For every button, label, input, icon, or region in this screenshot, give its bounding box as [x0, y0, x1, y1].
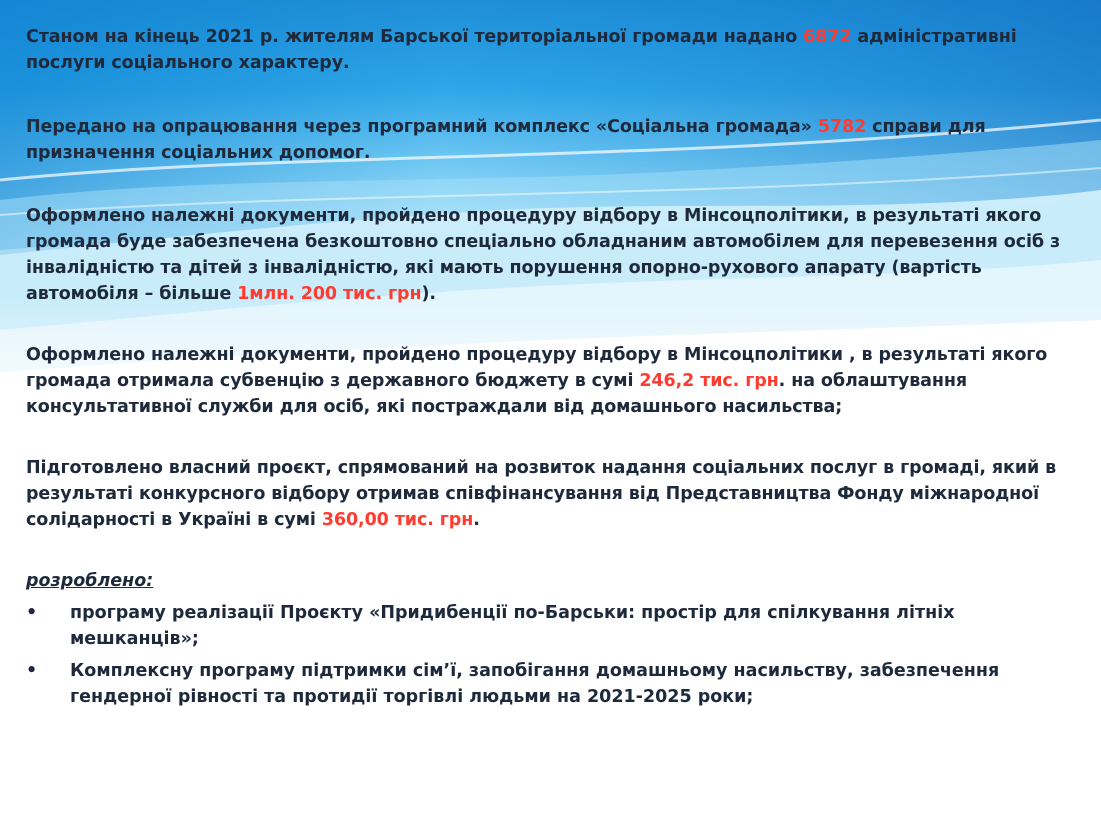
cofinancing-amount: 360,00 тис. грн [321, 510, 474, 530]
paragraph-admin-services [26, 24, 1086, 76]
paragraph-subvention-text-1: Оформлено належні документи, пройдено процедуру відбору в Мінсоцполітики , в результаті якого громада отримала субвенцію з державного бюджету в сумі [26, 345, 1048, 391]
paragraph-vehicle [26, 203, 1086, 307]
paragraph-social-community-text-2: справи для призначення соціальних допомог. [26, 117, 986, 163]
developed-heading: розроблено: [26, 571, 154, 591]
bullet-icon: • [26, 603, 38, 623]
social-community-cases-count: 5782 [817, 117, 867, 137]
developed-item-text: програму реалізації Проєкту «Придибенції по-Барськи: простір для спілкування літніх мешканців»; [70, 603, 955, 649]
paragraph-own-project-text-1: Підготовлено власний проєкт, спрямований на розвиток надання соціальних послуг в громаді, який в результаті конкурсного відбору отримав співфінансування від Представництва Фонду міжнародної солідарності в Україні в сумі [26, 458, 1057, 530]
developed-list-item [26, 600, 1066, 652]
paragraph-subvention [26, 342, 1086, 420]
paragraph-subvention-text-2: . на облаштування консультативної служби для осіб, які постраждали від домашнього насильства; [26, 371, 968, 417]
paragraph-vehicle-text-2: ). [421, 284, 436, 304]
paragraph-own-project [26, 455, 1086, 533]
paragraph-own-project-text-2: . [473, 510, 480, 530]
paragraph-vehicle-text-1: Оформлено належні документи, пройдено процедуру відбору в Мінсоцполітики, в результаті якого громада буде забезпечена безкоштовно спеціально обладнаним автомобілем для перевезення осіб з інвалідністю та дітей з інвалідністю, які мають порушення опорно-рухового апарату (вартість автомобіля – більше [26, 206, 1061, 304]
admin-services-count: 6872 [803, 27, 852, 47]
developed-list-item [26, 658, 1066, 710]
subvention-amount: 246,2 тис. грн [639, 371, 779, 391]
paragraph-admin-services-text-2: адміністративні послуги соціального характеру. [26, 27, 1017, 73]
bullet-icon: • [26, 661, 38, 681]
developed-item-text: Комплексну програму підтримки сім’ї, запобігання домашньому насильству, забезпечення гендерної рівності та протидії торгівлі людьми на 2021-2025 роки; [70, 661, 1000, 707]
paragraph-social-community [26, 114, 1086, 166]
paragraph-admin-services-text-1: Станом на кінець 2021 р. жителям Барської територіальної громади надано [26, 27, 804, 47]
paragraph-social-community-text-1: Передано на опрацювання через програмний комплекс «Соціальна громада» [26, 117, 818, 137]
vehicle-cost: 1млн. 200 тис. грн [237, 284, 422, 304]
